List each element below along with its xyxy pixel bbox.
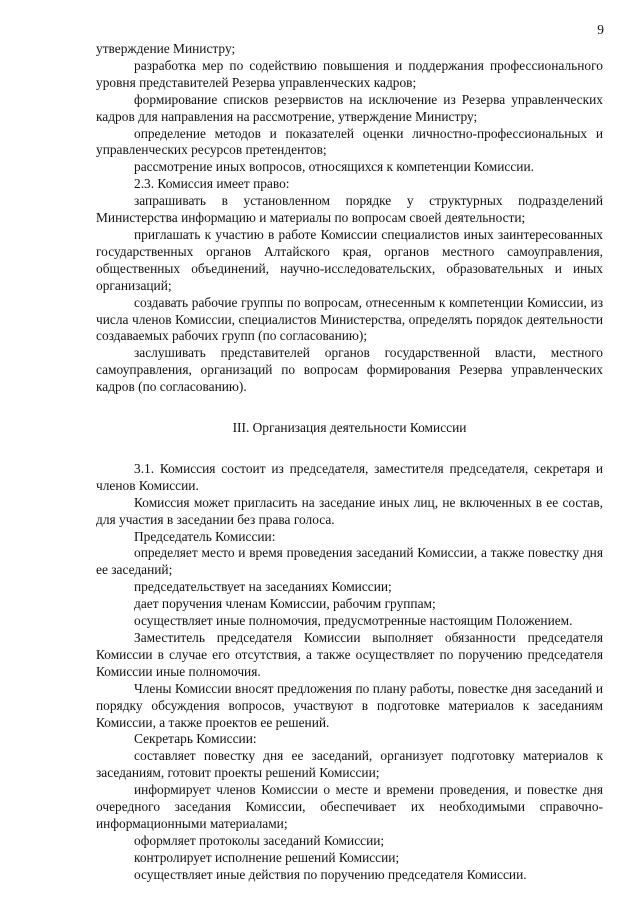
paragraph: осуществляет иные действия по поручению председателя Комиссии. [134,866,527,882]
paragraph: определение методов и показателей оценки личностно-профессиональных и управленческих ресурсов претендентов; [96,125,603,158]
paragraphs-top [96,41,603,396]
paragraph: осуществляет иные полномочия, предусмотренные настоящим Положением. [134,613,573,629]
paragraph: Секретарь Комиссии: [134,731,257,747]
paragraph: заслушивать представителей органов государственной власти, местного самоуправления, организаций по вопросам формирования Резерва управленческих кадров (по согласованию). [96,345,603,395]
paragraphs-bottom [96,461,603,884]
paragraph: разработка мер по содействию повышения и поддержания профессионального уровня представителей Резерва управленческих кадров; [96,57,603,90]
document-body [96,41,603,884]
paragraph: запрашивать в установленном порядке у структурных подразделений Министерства информацию и материалы по вопросам своей деятельности; [96,193,603,226]
paragraph: создавать рабочие группы по вопросам, отнесенным к компетенции Комиссии, из числа членов Комиссии, специалистов Министерства, определять порядок деятельности создаваемых рабочих групп (по согласованию); [96,294,603,344]
paragraph: контролирует исполнение решений Комиссии; [134,849,400,865]
paragraph: определяет место и время проведения заседаний Комиссии, а также повестку дня ее заседаний; [96,545,603,578]
paragraph: Заместитель председателя Комиссии выполняет обязанности председателя Комиссии в случае его отсутствия, а также осуществляет по поручению председателя Комиссии иные полномочия. [96,630,603,679]
paragraph: составляет повестку дня ее заседаний, организует подготовку материалов к заседаниям, готовит проекты решений Комиссии; [96,748,603,781]
paragraph: Члены Комиссии вносят предложения по плану работы, повестке дня заседаний и порядку обсуждения вопросов, участвуют в подготовке материалов к заседаниям Комиссии, а также проектов ее решений. [96,680,603,730]
paragraph: 2.3. Комиссия имеет право: [134,176,290,192]
paragraph: 3.1. Комиссия состоит из председателя, заместителя председателя, секретаря и членов Комиссии. [96,460,603,493]
paragraph: Председатель Комиссии: [134,528,276,544]
paragraph: дает поручения членам Комиссии, рабочим группам; [134,596,436,612]
section-heading: III. Организация деятельности Комиссии [232,420,467,436]
paragraph: утверждение Министру; [96,41,236,56]
paragraph: формирование списков резервистов на исключение из Резерва управленческих кадров для направления на рассмотрение, утверждение Министру; [96,91,603,124]
paragraph: рассмотрение иных вопросов, относящихся к компетенции Комиссии. [134,159,534,175]
page-number: 9 [597,22,604,37]
paragraph: приглашать к участию в работе Комиссии специалистов иных заинтересованных государственных органов Алтайского края, органов местного самоуправления, общественных объединений, научно-исследовательских, образовательных и иных организаций; [96,226,603,293]
paragraph: информирует членов Комиссии о месте и времени проведения, и повестке дня очередного заседания Комиссии, обеспечивает их необходимыми справочно-информационными материалами; [96,782,603,831]
paragraph: Комиссия может пригласить на заседание иных лиц, не включенных в ее состав, для участия в заседании без права голоса. [96,494,603,527]
paragraph: оформляет протоколы заседаний Комиссии; [134,832,385,848]
paragraph: председательствует на заседаниях Комиссии; [134,579,392,595]
